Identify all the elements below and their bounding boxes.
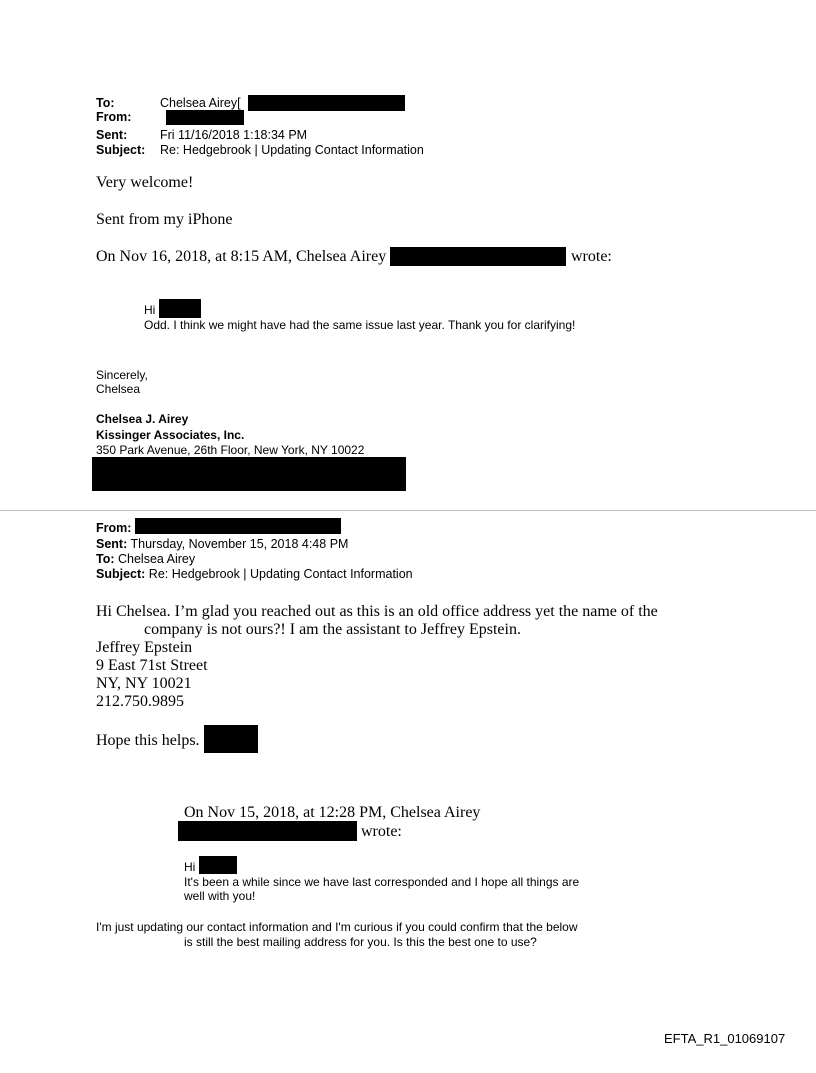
quote-intro: On Nov 15, 2018, at 12:28 PM, Chelsea Airey <box>184 804 481 821</box>
quote-intro-end: wrote: <box>571 248 612 265</box>
reply-line: Sent from my iPhone <box>96 211 233 228</box>
document-id: EFTA_R1_01069107 <box>664 1031 786 1046</box>
address-line: Jeffrey Epstein <box>96 639 193 656</box>
signature-address: 350 Park Avenue, 26th Floor, New York, NY 10022 <box>96 443 365 457</box>
redaction-block <box>248 95 405 111</box>
quoted-body: Odd. I think we might have had the same issue last year. Thank you for clarifying! <box>144 318 576 332</box>
sent-line: Sent: Thursday, November 15, 2018 4:48 PM <box>96 537 349 551</box>
redaction-block <box>204 725 258 753</box>
redaction-block <box>135 518 341 534</box>
from-label: From: <box>96 521 132 535</box>
redaction-block <box>178 821 357 841</box>
quoted-body: It's been a while since we have last corresponded and I hope all things are <box>184 875 580 889</box>
redaction-block <box>166 110 244 125</box>
quote-intro: On Nov 16, 2018, at 8:15 AM, Chelsea Airey <box>96 248 387 265</box>
quoted-greeting: Hi <box>184 860 196 874</box>
address-line: NY, NY 10021 <box>96 675 192 692</box>
quoted-body: I'm just updating our contact information and I'm curious if you could confirm that the below <box>96 920 578 934</box>
divider <box>0 510 816 511</box>
phone-line: 212.750.9895 <box>96 693 184 710</box>
signature-closing: Chelsea <box>96 382 141 396</box>
reply-paragraph: Hi Chelsea. I’m glad you reached out as this is an old office address yet the name of the <box>96 603 658 620</box>
quoted-body: well with you! <box>184 889 256 903</box>
signature-closing: Sincerely, <box>96 368 148 382</box>
reply-closing: Hope this helps. <box>96 732 200 749</box>
subject-value: Re: Hedgebrook | Updating Contact Information <box>160 143 424 157</box>
redaction-block <box>92 457 406 491</box>
redaction-block <box>199 856 237 874</box>
signature-name: Chelsea J. Airey <box>96 412 189 426</box>
quote-intro-end: wrote: <box>361 823 402 840</box>
subject-label: Subject: <box>96 143 146 157</box>
quoted-body: is still the best mailing address for you. Is this the best one to use? <box>184 935 537 949</box>
reply-line: Very welcome! <box>96 174 194 191</box>
quoted-greeting: Hi <box>144 303 156 317</box>
to-label: To: <box>96 96 115 110</box>
signature-company: Kissinger Associates, Inc. <box>96 428 245 442</box>
reply-paragraph: company is not ours?! I am the assistant to Jeffrey Epstein. <box>144 621 521 638</box>
address-line: 9 East 71st Street <box>96 657 208 674</box>
sent-value: Fri 11/16/2018 1:18:34 PM <box>160 128 308 142</box>
from-label: From: <box>96 110 132 124</box>
to-value: Chelsea Airey[ <box>160 96 241 110</box>
to-line: To: Chelsea Airey <box>96 552 196 566</box>
redaction-block <box>159 299 201 318</box>
redaction-block <box>390 247 566 266</box>
subject-line: Subject: Re: Hedgebrook | Updating Contact Information <box>96 567 413 581</box>
sent-label: Sent: <box>96 128 128 142</box>
